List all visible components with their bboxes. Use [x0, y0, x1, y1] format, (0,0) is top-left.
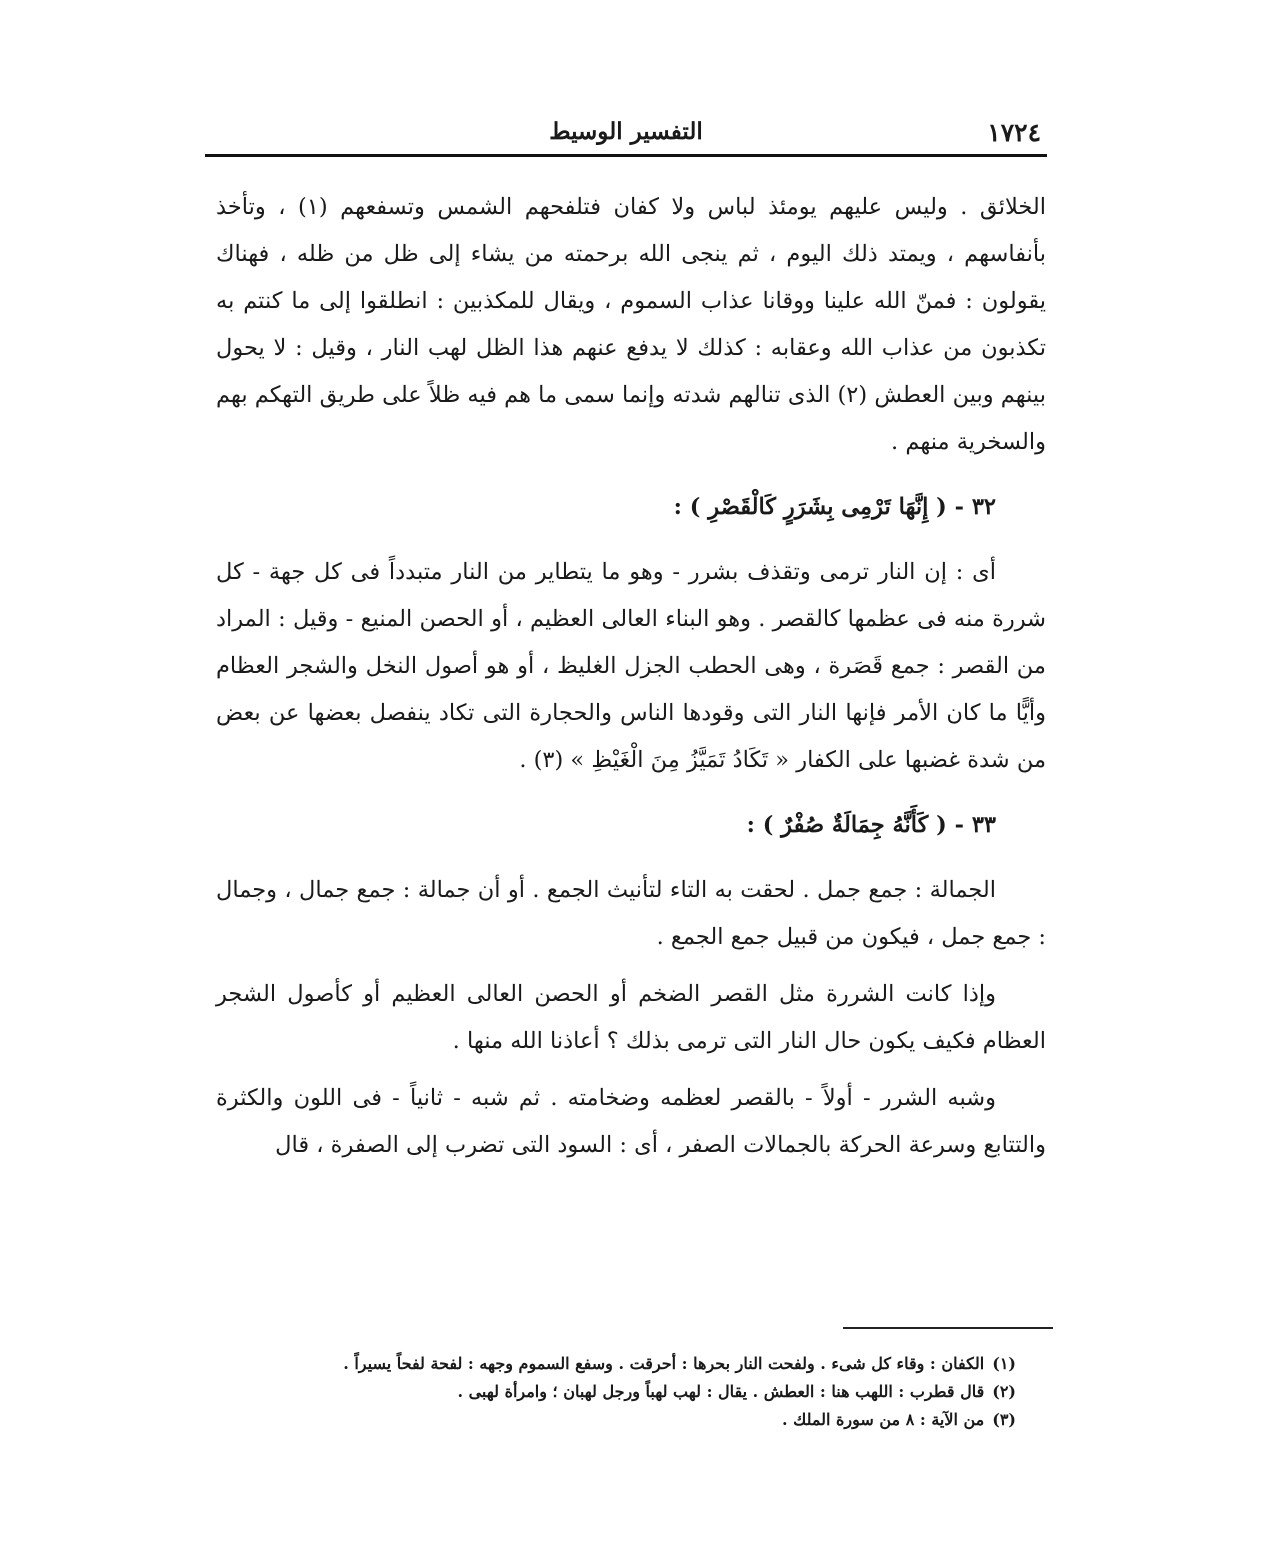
verse-33: ٣٣ - ( كَأَنَّهُ جِمَالَةٌ صُفْرٌ ) :: [746, 812, 996, 838]
footnote-2: [216, 1378, 1016, 1406]
footnote-text: الكفان : وقاء كل شىء . ولفحت النار بحرها : أحرقت . وسفع السموم وجهه : لفحة لفحاً يسيراً .: [343, 1354, 985, 1373]
page-number: ١٧٢٤: [987, 118, 1041, 147]
footnote-number: (٢): [992, 1382, 1016, 1401]
paragraph-2: أى : إن النار ترمى وتقذف بشرر - وهو ما يتطاير من النار متبدداً فى كل جهة - كل شررة منه فى عظمها كالقصر . وهو البناء العالى العظيم ، أو الحصن المنيع - وقيل : المراد من القصر : جمع قَصَرة ، وهى الحطب الجزل الغليظ ، أو هو أصول النخل والشجر العظام وأيًّا ما كان الأمر فإنها النار التى وقودها الناس والحجارة التى تكاد ينفصل بعضها عن بعض من شدة غضبها على الكفار « تَكَادُ تَمَيَّزُ مِنَ الْغَيْظِ » (٣) .: [216, 559, 1046, 773]
footnote-rule: [843, 1327, 1053, 1329]
page-header: [205, 118, 1047, 152]
paragraph-4: وإذا كانت الشررة مثل القصر الضخم أو الحصن العالى العظيم أو كأصول الشجر العظام فكيف يكون حال النار التى ترمى بذلك ؟ أعاذنا الله منها .: [216, 981, 1046, 1054]
paragraph-5: وشبه الشرر - أولاً - بالقصر لعظمه وضخامته . ثم شبه - ثانياً - فى اللون والكثرة والتتابع وسرعة الحركة بالجمالات الصفر ، أى : السود التى تضرب إلى الصفرة ، قال: [216, 1085, 1046, 1158]
header-rule: [205, 154, 1047, 157]
footnote-number: (١): [992, 1354, 1016, 1373]
footnote-text: من الآية : ٨ من سورة الملك .: [781, 1410, 985, 1429]
footnote-3: [216, 1406, 1016, 1434]
footnote-text: قال قطرب : اللهب هنا : العطش . يقال : لهب لهباً ورجل لهبان ؛ وامرأة لهبى .: [457, 1382, 985, 1401]
verse-32: ٣٢ - ( إِنَّهَا تَرْمِى بِشَرَرٍ كَالْقَصْرِ ) :: [673, 494, 996, 520]
paragraph-3: الجمالة : جمع جمل . لحقت به التاء لتأنيث الجمع . أو أن جمالة : جمع جمال ، وجمال : جمع جمل ، فيكون من قبيل جمع الجمع .: [216, 877, 1046, 950]
paragraph-1: الخلائق . وليس عليهم يومئذ لباس ولا كفان فتلفحهم الشمس وتسفعهم (١) ، وتأخذ بأنفاسهم ، ويمتد ذلك اليوم ، ثم ينجى الله برحمته من يشاء إلى ظل من ظله ، فهناك يقولون : فمنّ الله علينا ووقانا عذاب السموم ، ويقال للمكذبين : انطلقوا إلى ما كنتم به تكذبون من عذاب الله وعقابه : كذلك لا يدفع عنهم هذا الظل لهب النار ، وقيل : لا يحول بينهم وبين العطش (٢) الذى تنالهم شدته وإنما سمى ما هم فيه ظلاً على طريق التهكم بهم والسخرية منهم .: [216, 194, 1047, 455]
footnote-number: (٣): [992, 1410, 1016, 1429]
footnotes: [216, 1350, 1016, 1434]
footnote-1: [216, 1350, 1016, 1378]
main-text: [216, 184, 1046, 1169]
running-title: التفسير الوسيط: [549, 118, 703, 145]
